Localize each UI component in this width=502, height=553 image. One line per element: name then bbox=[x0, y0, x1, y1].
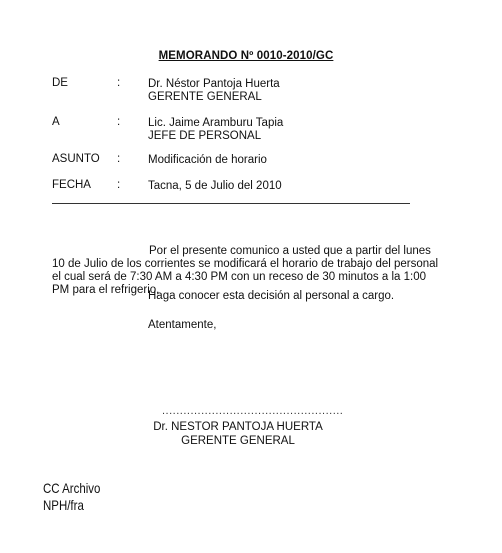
memo-body: Por el presente comunico a usted que a partir del lunes 10 de Julio de los corrientes se modificará el horario de trabajo del personal el cual será de 7:30 AM a 4:30 PM con un receso de 30 minutos a la 1:00 PM para el refrigerio. bbox=[52, 245, 439, 296]
field-value-de-name: Dr. Néstor Pantoja Huerta bbox=[148, 78, 280, 90]
memo-title: MEMORANDO Nº 0010-2010/GC bbox=[158, 50, 334, 62]
signature-line: ................................................... bbox=[162, 405, 344, 417]
cc-initials: NPH/fra bbox=[43, 497, 84, 513]
field-value-fecha: Tacna, 5 de Julio del 2010 bbox=[148, 180, 282, 192]
cc-archivo: CC Archivo bbox=[43, 480, 101, 496]
field-colon-a: : bbox=[117, 116, 121, 128]
field-label-asunto: ASUNTO bbox=[52, 153, 100, 165]
field-colon-de: : bbox=[117, 77, 121, 89]
field-label-a: A bbox=[52, 116, 60, 128]
field-value-de-title: GERENTE GENERAL bbox=[148, 91, 262, 103]
field-value-a-name: Lic. Jaime Aramburu Tapia bbox=[148, 117, 284, 129]
field-label-de: DE bbox=[52, 77, 68, 89]
field-label-fecha: FECHA bbox=[52, 179, 91, 191]
closing-line: Haga conocer esta decisión al personal a cargo. bbox=[148, 290, 395, 302]
field-value-a-title: JEFE DE PERSONAL bbox=[148, 130, 262, 142]
signer-name: Dr. NESTOR PANTOJA HUERTA bbox=[153, 421, 323, 433]
field-colon-fecha: : bbox=[117, 179, 121, 191]
salutation: Atentamente, bbox=[148, 319, 217, 331]
field-colon-asunto: : bbox=[117, 153, 121, 165]
header-divider bbox=[52, 203, 410, 204]
signer-title: GERENTE GENERAL bbox=[181, 435, 295, 447]
field-value-asunto: Modificación de horario bbox=[148, 154, 267, 166]
